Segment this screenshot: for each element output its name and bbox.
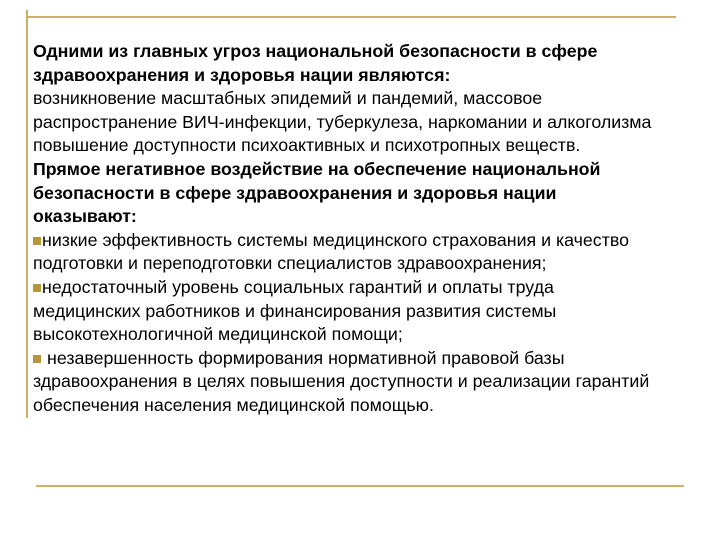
impact-heading-line-3: оказывают: [33, 206, 137, 227]
square-bullet-icon [33, 355, 41, 363]
impact-heading-line-1: Прямое негативное воздействие на обеспечение национальной [33, 158, 601, 179]
threats-text-line-1: возникновение масштабных эпидемий и пандемий, массовое [33, 88, 543, 109]
bullet-item-2-text: недостаточный уровень социальных гарантий и оплаты труда [42, 276, 554, 297]
bullet-item-2-continuation-2: высокотехнологичной медицинской помощи; [33, 324, 403, 345]
bullet-item-3 [33, 347, 720, 371]
bullet-item-1 [33, 229, 720, 253]
square-bullet-icon [33, 284, 41, 292]
bullet-item-2-continuation-1: медицинских работников и финансирования развития системы [33, 300, 557, 321]
bullet-item-1-continuation: подготовки и переподготовки специалистов здравоохранения; [33, 253, 547, 274]
frame-top-line [26, 16, 676, 18]
bullet-item-3-text: незавершенность формирования нормативной правовой базы [47, 347, 565, 368]
bullet-item-1-text: низкие эффективность системы медицинского страхования и качество [42, 229, 629, 250]
bullet-item-3-continuation-2: обеспечения населения медицинской помощью. [33, 394, 434, 415]
threats-text-line-2: распространение ВИЧ-инфекции, туберкулеза, наркомании и алкоголизма [33, 111, 652, 132]
frame-bottom-line [36, 485, 684, 487]
bullet-item-3-continuation-1: здравоохранения в целях повышения доступности и реализации гарантий [33, 371, 650, 392]
bullet-item-2 [33, 276, 720, 300]
slide-body [33, 40, 720, 420]
impact-heading-line-2: безопасности в сфере здравоохранения и здоровья нации [33, 182, 557, 203]
threats-heading-line-1: Одними из главных угроз национальной безопасности в сфере [33, 41, 598, 61]
threats-text-line-3: повышение доступности психоактивных и психотропных веществ. [33, 135, 581, 156]
frame-vertical-line [26, 10, 28, 418]
threats-heading-line-2: здравоохранения и здоровья нации являются: [33, 64, 451, 85]
square-bullet-icon [33, 237, 41, 245]
